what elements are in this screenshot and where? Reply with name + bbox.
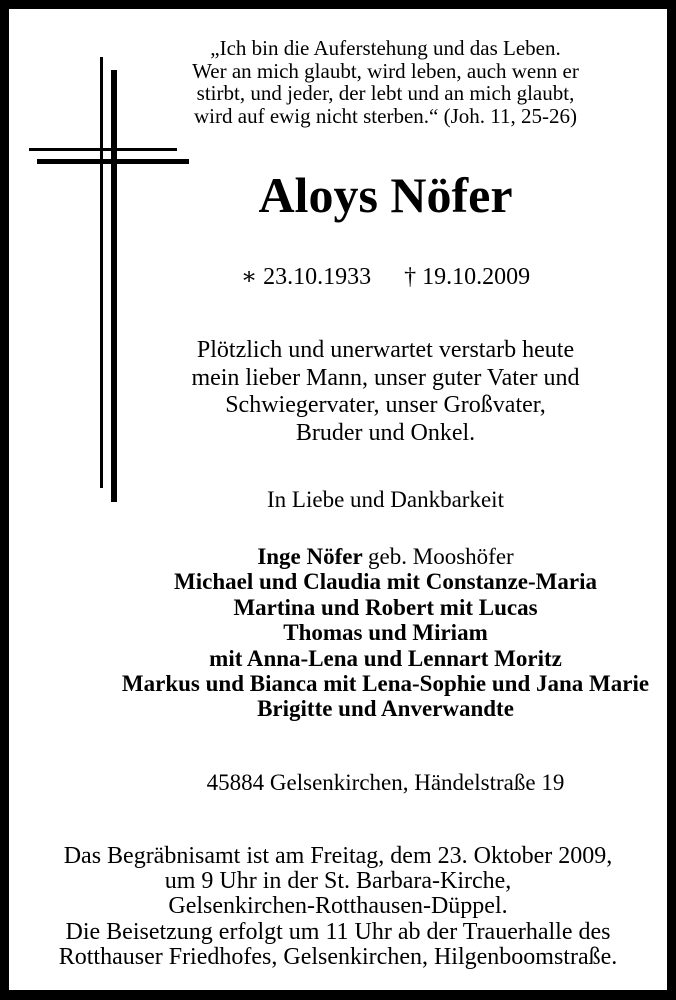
funeral-details (9, 844, 667, 970)
death-date-value: 19.10.2009 (422, 264, 531, 290)
scripture-quote (104, 37, 667, 127)
funeral-line: Die Beisetzung erfolgt um 11 Uhr ab der Trauerhalle des (65, 918, 611, 945)
funeral-line: Gelsenkirchen-Rotthausen-Düppel. (168, 893, 508, 920)
announcement-line: Plötzlich und unerwartet verstarb heute (196, 337, 575, 363)
mourner-line: Martina und Robert mit Lucas (233, 594, 538, 620)
widow-name: Inge Nöfer (257, 544, 363, 569)
death-dagger-icon: † (404, 264, 417, 290)
funeral-line: Rotthauser Friedhofes, Gelsenkirchen, Hilgenboomstraße. (58, 943, 618, 970)
closing-phrase: In Liebe und Dankbarkeit (267, 487, 504, 512)
cross-horizontal-thin-line (29, 148, 177, 151)
announcement-line: mein lieber Mann, unser guter Vater und (191, 364, 580, 391)
quote-line: stirbt, und jeder, der lebt und an mich glaubt, (196, 81, 575, 105)
announcement-text (104, 337, 667, 447)
quote-line: „Ich bin die Auferstehung und das Leben. (210, 36, 561, 60)
quote-line: Wer an mich glaubt, wird leben, auch wenn er (192, 58, 579, 83)
mourner-line (104, 544, 667, 569)
notice-card (9, 9, 667, 990)
birth-date (241, 263, 371, 291)
funeral-line: um 9 Uhr in der St. Barbara-Kirche, (164, 868, 512, 895)
announcement-line: Bruder und Onkel. (295, 419, 476, 446)
cross-vertical-thin-line (100, 57, 103, 488)
mourner-line: Thomas und Miriam (283, 620, 488, 646)
death-date (404, 263, 530, 291)
mourners-list (104, 544, 667, 722)
widow-maiden-name: geb. Mooshöfer (368, 544, 514, 569)
birth-star-icon: ∗ (240, 264, 258, 290)
mourner-line: mit Anna-Lena und Lennart Moritz (209, 645, 562, 671)
mourner-line: Markus und Bianca mit Lena-Sophie und Jana Marie (121, 671, 650, 697)
announcement-line: Schwiegervater, unser Großvater, (225, 392, 546, 418)
life-dates (104, 263, 667, 291)
mourner-line: Michael und Claudia mit Constanze-Maria (174, 569, 597, 595)
home-address: 45884 Gelsenkirchen, Händelstraße 19 (206, 770, 565, 795)
quote-line: wird auf ewig nicht sterben.“ (Joh. 11, 25-26) (194, 103, 577, 128)
birth-date-value: 23.10.1933 (263, 264, 372, 290)
cross-horizontal-thick-line (37, 159, 189, 164)
mourner-line: Brigitte und Anverwandte (257, 696, 514, 722)
funeral-line: Das Begräbnisamt ist am Freitag, dem 23. Oktober 2009, (63, 843, 613, 869)
deceased-name: Aloys Nöfer (258, 167, 513, 223)
